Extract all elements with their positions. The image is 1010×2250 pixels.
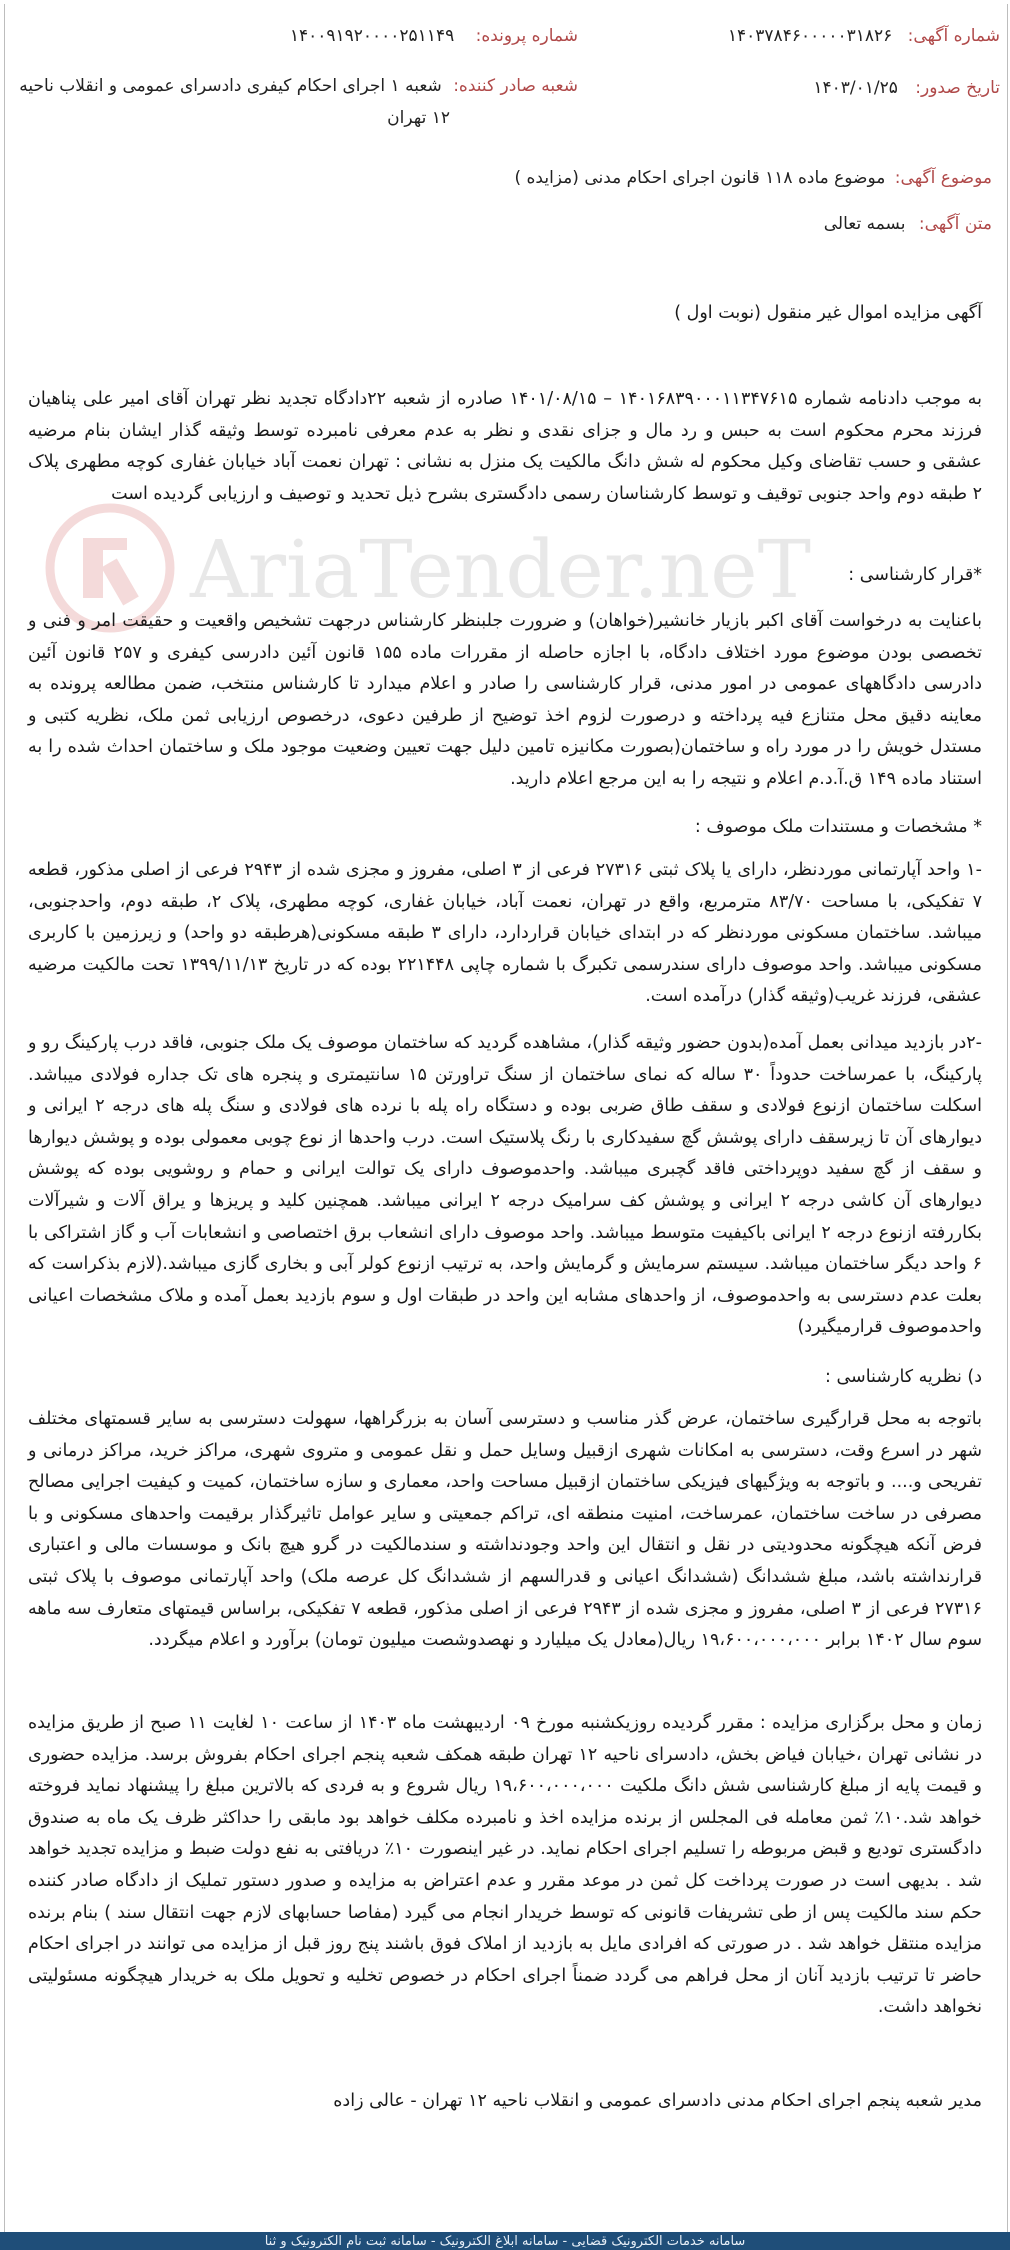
- issue-date-row: [813, 76, 1000, 100]
- watermark-text: AriaTender.neT: [190, 523, 811, 616]
- issue-date-value: ۱۴۰۳/۰۱/۲۵: [813, 78, 898, 98]
- auction-paragraph: زمان و محل برگزاری مزایده : مقرر گردیده روزیکشنبه مورخ ۰۹ اردیبهشت ماه ۱۴۰۳ از ساعت ۱۰ لغایت ۱۱ صبح از طریق مزایده در نشانی تهران ،خیابان فیاض بخش، دادسرای ناحیه ۱۲ تهران طبقه همکف شعبه پنجم اجرای احکام بفروش برسد. مزایده حضوری و قیمت پایه از مبلغ کارشناسی شش دانگ ملکیت ۱۹،۶۰۰،۰۰۰،۰۰۰ ریال شروع و به فردی که بالاترین مبلغ را پیشنهاد نماید فروخته خواهد شد.۱۰٪ ثمن معامله فی المجلس از برنده مزایده اخذ و نامبرده مکلف خواهد بود مابقی را حداکثر ظرف یک ماه به صندوق دادگستری تودیع و قبض مربوطه را تسلیم اجرای احکام نماید. در غیر اینصورت ۱۰٪ دریافتی به نفع دولت ضبط و مزایده تجدید خواهد شد . بدیهی است در صورت پرداخت کل ثمن در موعد مقرر و عدم اعتراض به مزایده و صدور دستور تملیک از دادگاه صادر کننده حکم سند مالکیت پس از طی تشریفات قانونی که توسط خریدار انجام می گیرد (مفاصا حسابهای لازم جهت انتقال سند ) بنام برنده مزایده منتقل خواهد شد . در صورتی که افرادی مایل به بازدید از املاک فوق باشند پنج روز قبل از مزایده می توانند در اجرای احکام حاضر تا ترتیب بازدید آنان از محل فراهم می گردد ضمناً اجرای احکام در خصوص تخلیه و تحویل ملک به خریدار هیچگونه مسئولیتی نخواهد داشت.: [28, 1713, 982, 2018]
- footer-text: سامانه خدمات الکترونیک قضایی - سامانه ابلاغ الکترونیک - سامانه ثبت نام الکترونیک و ثنا: [264, 2234, 746, 2249]
- expert-heading: *قرار کارشناسی :: [848, 565, 982, 585]
- signature: مدیر شعبه پنجم اجرای احکام مدنی دادسرای عمومی و انقلاب ناحیه ۱۲ تهران - عالی زاده: [333, 2091, 982, 2111]
- intro-paragraph: به موجب دادنامه شماره ۱۴۰۱۶۸۳۹۰۰۰۱۱۳۴۷۶۱۵ – ۱۴۰۱/۰۸/۱۵ صادره از شعبه ۲۲دادگاه تجدید نظر تهران آقای امیر علی پناهیان فرزند محرم محکوم است به حبس و رد مال و جزای نقدی و نظر به عدم معرفی نامبرده توسط وثیقه گذار ایشان بنام مرضیه عشقی و حسب تقاضای وکیل محکوم له شش دانگ مالکیت یک منزل به نشانی : تهران نعمت آباد خیابان غفاری کوچه مطهری پلاک ۲ طبقه دوم واحد جنوبی توقیف و توسط کارشناسان رسمی دادگستری بشرح ذیل تحدید و توصیف و ارزیابی گردیده است: [28, 389, 982, 504]
- document-title: آگهی مزایده اموال غیر منقول (نوبت اول ): [674, 303, 982, 323]
- ad-number-label: شماره آگهی:: [907, 26, 1000, 46]
- issuing-branch-value-2: ۱۲ تهران: [387, 108, 450, 128]
- opinion-paragraph: باتوجه به محل قرارگیری ساختمان، عرض گذر مناسب و دسترسی آسان به بزرگراهها، سهولت دسترسی به سایر قسمتهای مختلف شهر در اسرع وقت، دسترسی به امکانات شهری ازقبیل وسایل حمل و نقل عمومی و متروی شهری، مراکز خرید، مراکز درمانی و تفریحی و.... و باتوجه به ویژگیهای فیزیکی ساختمان ازقبیل مساحت واحد، معماری و سازه ساختمان، کمیت و کیفیت اجرایی مصالح مصرفی در ساخت ساختمان، عمرساخت، امنیت منطقه ای، تراکم جمعیتی و سایر عوامل تاثیرگذار برقیمت واحدهای مسکونی و با فرض آنکه هیچگونه محدودیتی در نقل و انتقال این واحد وجودنداشته و سندمالکیت در گرو هیچ بانک و موسسات مالی و اعتباری قرارنداشته باشد، مبلغ ششدانگ (ششدانگ اعیانی و قدرالسهم از ششدانگ کل عرصه ملک) واحد آپارتمانی موصوف با پلاک ثبتی ۲۷۳۱۶ فرعی از ۳ اصلی، مفروز و مجزی شده از ۲۹۴۳ فرعی از اصلی مذکور، قطعه ۷ تفکیکی، براساس قیمتهای متعارف سه ماهه سوم سال ۱۴۰۲ برابر ۱۹،۶۰۰،۰۰۰،۰۰۰ ریال(معادل یک میلیارد و نهصدوشصت میلیون تومان) برآورد و اعلام میگردد.: [28, 1409, 983, 1651]
- ad-number-row: [728, 24, 1000, 48]
- text-label: متن آگهی:: [918, 214, 992, 234]
- expert-paragraph: باعنایت به درخواست آقای اکبر بازیار خانشیر(خواهان) و ضرورت جلبنظر کارشناس درجهت تشخیص واقعیت و حقیقت امر و فنی و تخصصی بودن موضوع مورد اختلاف دادگاه، با اجازه حاصله از مقررات ماده ۱۵۵ قانون آئین دادرسی کیفری و ۲۵۷ قانون آئین دادرسی دادگاههای عمومی در امور مدنی، قرار کارشناسی را صادر و اعلام میدارد تا کارشناس منتخب، ضمن مطالعه پرونده به معاینه دقیق محل متنازع فیه پرداخته و درصورت لزوم اخذ توضیح از طرفین دعوی، درخصوص ارزیابی ثمن ملک، نظریه کتبی و مستدل خویش را در مورد راه و ساختمان(بصورت مکانیزه تامین دلیل جهت تعیین وضعیت موجود ملک و ساختمان احداث شده را به استناد ماده ۱۴۹ ق.آ.د.م اعلام و نتیجه را به این مرجع اعلام دارید.: [28, 611, 982, 789]
- issuing-branch-value: شعبه ۱ اجرای احکام کیفری دادسرای عمومی و انقلاب ناحیه: [19, 76, 442, 96]
- subject-label: موضوع آگهی:: [894, 168, 992, 188]
- file-number-row: [290, 24, 578, 48]
- spec-1-paragraph: -۱ واحد آپارتمانی موردنظر، دارای یا پلاک ثبتی ۲۷۳۱۶ فرعی از ۳ اصلی، مفروز و مجزی شده از ۲۹۴۳ فرعی از اصلی مذکور، قطعه ۷ تفکیکی، با مساحت ۸۳/۷۰ مترمربع، واقع در تهران، نعمت آباد، خیابان غفاری، کوچه مطهری، پلاک ۲، طبقه دوم، واحدجنوبی، میباشد. ساختمان مسکونی موردنظر که در ابتدای خیابان قراردارد، دارای ۳ طبقه مسکونی(هرطبقه دو واحد) و زیرزمین با کاربری مسکونی میباشد. واحد موصوف دارای سندرسمی تکبرگ با شماره چاپی ۲۲۱۴۴۸ بوده که در تاریخ ۱۳۹۹/۱۱/۱۳ تحت مالکیت مرضیه عشقی، فرزند غریب(وثیقه گذار) درآمده است.: [28, 860, 982, 1007]
- spec-2-paragraph: -۲در بازدید میدانی بعمل آمده(بدون حضور وثیقه گذار)، مشاهده گردید که ساختمان موصوف یک ملک جنوبی، فاقد درب پارکینگ رو و پارکینگ، با عمرساخت حدوداً ۳۰ ساله که نمای ساختمان از سنگ تراورتن ۱۵ سانتیمتری و پنجره های تک جداره فولادی میباشد. اسکلت ساختمان ازنوع فولادی و سقف طاق ضربی بوده و دستگاه راه پله با نرده های فولادی و سنگ پله های درجه ۲ ایرانی و دیوارهای آن تا زیرسقف دارای پوشش گچ سفیدکاری با رنگ پلاستیک است. درب واحدها از نوع چوبی معمولی بوده و پوشش دیوارها و سقف از گچ سفید دوپرداختی فاقد گچبری میباشد. واحدموصوف دارای یک توالت ایرانی و حمام و روشویی بوده که پوشش دیوارهای آن کاشی درجه ۲ ایرانی و پوشش کف سرامیک درجه ۲ ایرانی میباشد. همچنین کلید و پریزها و یراق آلات و شیرآلات بکاررفته ازنوع درجه ۲ ایرانی باکیفیت متوسط میباشد. واحد موصوف دارای انشعاب برق اختصاصی و انشعابات آب و گاز اشتراکی با ۶ واحد دیگر ساختمان میباشد. سیستم سرمایش و گرمایش واحد، به ترتیب ازنوع کولر آبی و بخاری گازی میباشد.(لازم بذکراست که بعلت عدم دسترسی به واحدموصوف، از واحدهای مشابه این واحد در طبقات اول و سوم بازدید بعمل آمده و ملاک مشخصات اعیانی واحدموصوف قرارمیگیرد): [28, 1033, 982, 1338]
- opinion-heading: د) نظریه کارشناسی :: [825, 1367, 982, 1387]
- specs-heading: * مشخصات و مستندات ملک موصوف :: [694, 817, 982, 837]
- issuing-branch-row-2: [387, 106, 450, 130]
- subject-value: موضوع ماده ۱۱۸ قانون اجرای احکام مدنی (مزایده ): [514, 168, 886, 188]
- text-row: [824, 212, 992, 236]
- ad-number-value: ۱۴۰۳۷۸۴۶۰۰۰۰۰۳۱۸۲۶: [727, 26, 893, 46]
- issue-date-label: تاریخ صدور:: [915, 78, 1000, 98]
- issuing-branch-row: [19, 74, 578, 98]
- file-number-label: شماره پرونده:: [475, 26, 578, 46]
- subject-row: [514, 166, 992, 190]
- file-number-value: ۱۴۰۰۹۱۹۲۰۰۰۰۲۵۱۱۴۹: [289, 26, 455, 46]
- issuing-branch-label: شعبه صادر کننده:: [453, 76, 578, 96]
- text-intro: بسمه تعالی: [823, 214, 906, 234]
